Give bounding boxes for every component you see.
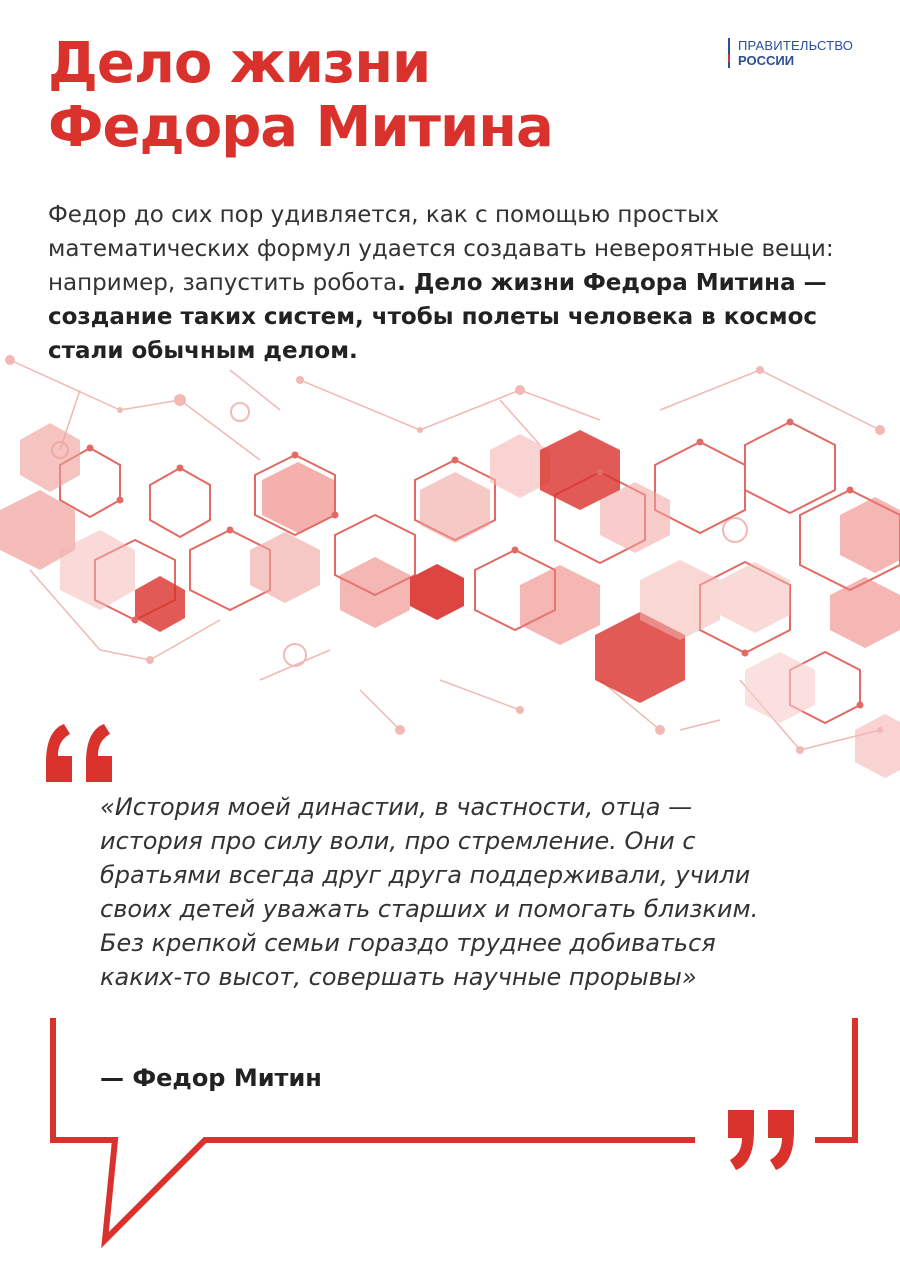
intro-paragraph — [48, 198, 858, 368]
logo-line-2: РОССИИ — [738, 53, 795, 68]
logo-line-1: ПРАВИТЕЛЬСТВО — [738, 38, 854, 53]
page-title — [48, 32, 553, 160]
government-logo — [728, 38, 853, 68]
title-line-1: Дело жизни — [48, 31, 431, 96]
bubble-outline-right — [815, 1018, 855, 1140]
quote-text: «История моей династии, в частности, отца — история про силу воли, про стремление. Они с братьями всегда друг друга поддерживали, учили своих детей уважать старших и помогать близким. Без крепкой семьи гораздо труднее добиваться каких-то высот, совершать научные прорывы» — [100, 793, 759, 991]
bubble-outline — [53, 1018, 695, 1240]
open-quote-icon — [46, 724, 112, 782]
quote-author: — Федор Митин — [100, 1064, 322, 1092]
close-quote-icon — [728, 1110, 794, 1170]
intro-regular-text: Федор до сих пор удивляется, как с помощью простых математических формул удается создавать невероятные вещи: например, запустить робота — [48, 202, 834, 296]
intro-bold-text: . Дело жизни Федора Митина — создание таких систем, чтобы полеты человека в космос стали обычным делом. — [48, 270, 827, 364]
title-line-2: Федора Митина — [48, 95, 553, 160]
